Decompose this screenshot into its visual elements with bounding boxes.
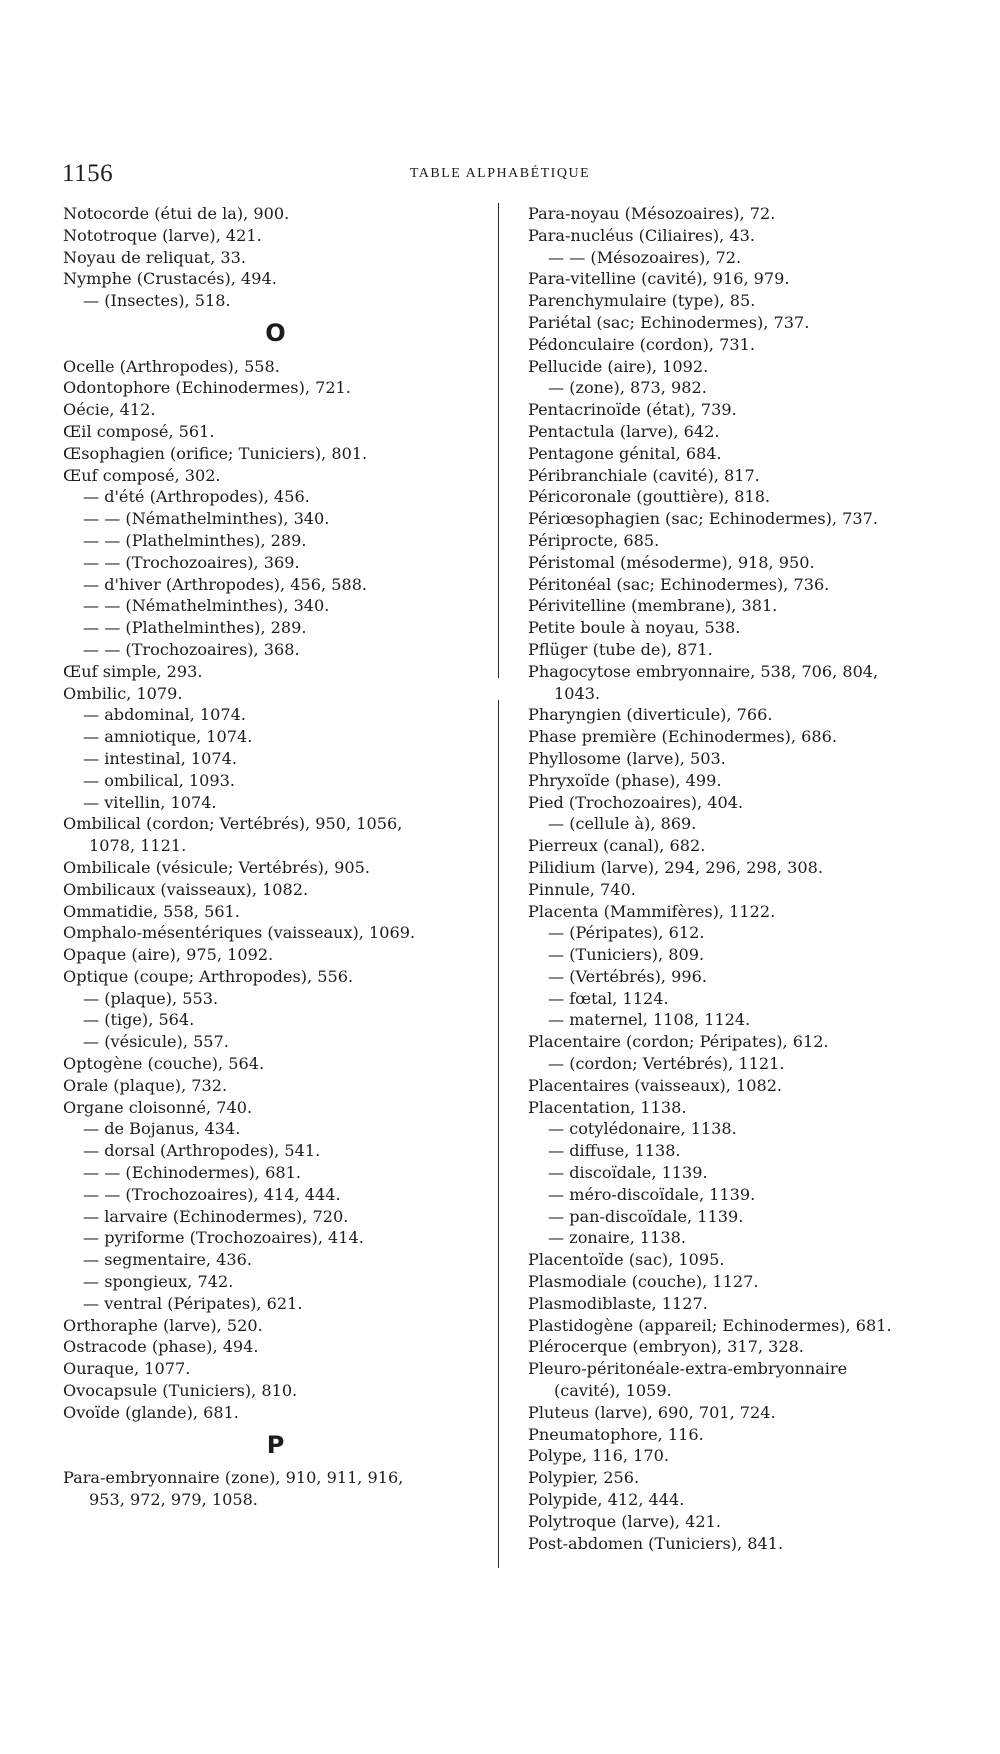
index-entry: Plasmodiblaste, 1127. (528, 1293, 708, 1313)
index-entry: — — (Trochozoaires), 369. (83, 552, 300, 572)
index-entry-continuation: 1043. (554, 683, 601, 703)
index-entry: Polytroque (larve), 421. (528, 1511, 721, 1531)
index-entry: — (cellule à), 869. (548, 814, 697, 834)
index-entry: — spongieux, 742. (83, 1272, 234, 1292)
index-entry: — (tige), 564. (83, 1010, 195, 1030)
index-entry: — de Bojanus, 434. (83, 1119, 241, 1139)
index-entry-continuation: (cavité), 1059. (554, 1381, 672, 1401)
index-entry: Ostracode (phase), 494. (63, 1337, 259, 1357)
index-entry: Placentaire (cordon; Péripates), 612. (528, 1032, 829, 1052)
index-entry: — — (Plathelminthes), 289. (83, 618, 307, 638)
index-entry: Organe cloisonné, 740. (63, 1097, 253, 1117)
index-entry: — vitellin, 1074. (83, 792, 217, 812)
right-column (528, 203, 953, 1554)
index-entry: — (cordon; Vertébrés), 1121. (548, 1054, 785, 1074)
index-entry: — — (Némathelminthes), 340. (83, 509, 330, 529)
index-entry: Ombilicale (vésicule; Vertébrés), 905. (63, 857, 370, 877)
index-entry: — (vésicule), 557. (83, 1032, 229, 1052)
index-entry: — abdominal, 1074. (83, 705, 246, 725)
index-entry: — pyriforme (Trochozoaires), 414. (83, 1228, 364, 1248)
index-entry: Parenchymulaire (type), 85. (528, 291, 756, 311)
index-entry: Pierreux (canal), 682. (528, 836, 706, 856)
index-entry: Pédonculaire (cordon), 731. (528, 334, 755, 354)
index-entry: Pflüger (tube de), 871. (528, 639, 713, 659)
index-entry: Plastidogène (appareil; Echinodermes), 681. (528, 1315, 892, 1335)
index-entry: Post-abdomen (Tuniciers), 841. (528, 1533, 784, 1553)
index-entry: Phase première (Echinodermes), 686. (528, 727, 837, 747)
index-entry: Œuf composé, 302. (63, 465, 221, 485)
index-entry: Para-nucléus (Ciliaires), 43. (528, 225, 755, 245)
left-column (63, 203, 488, 1511)
index-entry: Pentacrinoïde (état), 739. (528, 400, 737, 420)
index-entry: — méro-discoïdale, 1139. (548, 1184, 756, 1204)
index-entry: — (Vertébrés), 996. (548, 966, 707, 986)
index-entry: Placenta (Mammifères), 1122. (528, 901, 776, 921)
index-entry: — pan-discoïdale, 1139. (548, 1206, 744, 1226)
index-entry: Phryxoïde (phase), 499. (528, 770, 722, 790)
index-entry: Œuf simple, 293. (63, 661, 203, 681)
index-entry: Œsophagien (orifice; Tuniciers), 801. (63, 443, 368, 463)
index-entry: Plasmodiale (couche), 1127. (528, 1272, 759, 1292)
index-entry: Pluteus (larve), 690, 701, 724. (528, 1402, 776, 1422)
index-entry: Pied (Trochozoaires), 404. (528, 792, 744, 812)
index-entry: — amniotique, 1074. (83, 727, 253, 747)
index-entry: Para-noyau (Mésozoaires), 72. (528, 204, 776, 223)
index-entry: Périprocte, 685. (528, 530, 660, 550)
index-entry: — discoïdale, 1139. (548, 1163, 708, 1183)
index-entry: Pentagone génital, 684. (528, 443, 722, 463)
index-entry: — — (Némathelminthes), 340. (83, 596, 330, 616)
index-entry: — d'été (Arthropodes), 456. (83, 487, 310, 507)
index-entry: Pharyngien (diverticule), 766. (528, 705, 773, 725)
index-entry: Ombilic, 1079. (63, 683, 183, 703)
section-letter: P (266, 1430, 285, 1459)
index-entry: Ocelle (Arthropodes), 558. (63, 356, 280, 376)
section-letter: O (265, 318, 286, 347)
index-entry: Phyllosome (larve), 503. (528, 748, 726, 768)
index-entry-continuation: 1078, 1121. (89, 836, 187, 856)
index-entry: Noyau de reliquat, 33. (63, 247, 246, 267)
index-entry: Pneumatophore, 116. (528, 1424, 704, 1444)
column-divider (498, 700, 499, 1568)
index-entry: — dorsal (Arthropodes), 541. (83, 1141, 321, 1161)
index-entry: Péristomal (mésoderme), 918, 950. (528, 552, 815, 572)
index-entry: — maternel, 1108, 1124. (548, 1010, 751, 1030)
index-entry: Pinnule, 740. (528, 879, 636, 899)
index-entry: Orale (plaque), 732. (63, 1075, 228, 1095)
index-entry: Péricoronale (gouttière), 818. (528, 487, 771, 507)
index-entry: Para-vitelline (cavité), 916, 979. (528, 269, 790, 289)
index-entry: Pleuro-péritonéale-extra-embryonnaire (528, 1359, 848, 1379)
index-entry: Orthoraphe (larve), 520. (63, 1315, 263, 1335)
index-entry: Pariétal (sac; Echinodermes), 737. (528, 312, 810, 332)
index-entry: Péritonéal (sac; Echinodermes), 736. (528, 574, 830, 594)
index-entry: — ombilical, 1093. (83, 770, 235, 790)
index-entry: Placentation, 1138. (528, 1097, 687, 1117)
index-entry: Périvitelline (membrane), 381. (528, 596, 778, 616)
index-entry: — (zone), 873, 982. (548, 378, 707, 398)
index-entry: Périœsophagien (sac; Echinodermes), 737. (528, 509, 878, 529)
index-entry: Optique (coupe; Arthropodes), 556. (63, 966, 354, 986)
index-entry: Polypide, 412, 444. (528, 1490, 685, 1510)
column-divider (498, 203, 499, 678)
index-entry: Ombilicaux (vaisseaux), 1082. (63, 879, 309, 899)
index-entry: Phagocytose embryonnaire, 538, 706, 804, (528, 661, 879, 681)
index-entry: — (Insectes), 518. (83, 291, 231, 311)
index-entry: Optogène (couche), 564. (63, 1054, 265, 1074)
running-title: TABLE ALPHABÉTIQUE (409, 166, 591, 181)
index-entry: Ovocapsule (Tuniciers), 810. (63, 1381, 298, 1401)
index-entry: — (plaque), 553. (83, 988, 219, 1008)
index-entry: Ovoïde (glande), 681. (63, 1402, 239, 1422)
page-number: 1156 (62, 160, 114, 187)
index-entry: — cotylédonaire, 1138. (548, 1119, 737, 1139)
index-entry: Pentactula (larve), 642. (528, 421, 720, 441)
index-entry: Placentoïde (sac), 1095. (528, 1250, 725, 1270)
index-entry: Ombilical (cordon; Vertébrés), 950, 1056, (63, 814, 403, 834)
index-entry: — intestinal, 1074. (83, 748, 237, 768)
index-entry: — — (Plathelminthes), 289. (83, 530, 307, 550)
index-entry: Péribranchiale (cavité), 817. (528, 465, 760, 485)
index-entry: — — (Trochozoaires), 414, 444. (83, 1184, 341, 1204)
index-entry: Plérocerque (embryon), 317, 328. (528, 1337, 804, 1357)
index-entry: — — (Mésozoaires), 72. (548, 247, 742, 267)
index-entry: — zonaire, 1138. (548, 1228, 687, 1248)
index-entry: Odontophore (Echinodermes), 721. (63, 378, 351, 398)
index-entry: Opaque (aire), 975, 1092. (63, 945, 274, 965)
index-entry: Oécie, 412. (63, 400, 156, 420)
index-entry: Notocorde (étui de la), 900. (63, 204, 290, 223)
index-entry: Pilidium (larve), 294, 296, 298, 308. (528, 857, 823, 877)
index-entry: Ouraque, 1077. (63, 1359, 191, 1379)
index-entry: Polypier, 256. (528, 1468, 640, 1488)
index-entry: — — (Trochozoaires), 368. (83, 639, 300, 659)
index-entry: — ventral (Péripates), 621. (83, 1293, 303, 1313)
index-entry: Petite boule à noyau, 538. (528, 618, 741, 638)
index-entry: Polype, 116, 170. (528, 1446, 669, 1466)
index-entry: Nototroque (larve), 421. (63, 225, 262, 245)
index-entry: Ommatidie, 558, 561. (63, 901, 240, 921)
index-entry-continuation: 953, 972, 979, 1058. (89, 1490, 258, 1510)
index-entry: — segmentaire, 436. (83, 1250, 252, 1270)
index-entry: Placentaires (vaisseaux), 1082. (528, 1075, 783, 1095)
index-entry: — d'hiver (Arthropodes), 456, 588. (83, 574, 368, 594)
index-entry: Omphalo-mésentériques (vaisseaux), 1069. (63, 923, 416, 943)
index-entry: Pellucide (aire), 1092. (528, 356, 709, 376)
index-entry: — (Péripates), 612. (548, 923, 705, 943)
index-entry: — diffuse, 1138. (548, 1141, 681, 1161)
index-entry: Nymphe (Crustacés), 494. (63, 269, 277, 289)
index-entry: — fœtal, 1124. (548, 988, 669, 1008)
index-entry: Œil composé, 561. (63, 421, 215, 441)
index-entry: — — (Echinodermes), 681. (83, 1163, 301, 1183)
index-entry: — larvaire (Echinodermes), 720. (83, 1206, 349, 1226)
index-entry: Para-embryonnaire (zone), 910, 911, 916, (63, 1468, 404, 1488)
index-entry: — (Tuniciers), 809. (548, 945, 705, 965)
